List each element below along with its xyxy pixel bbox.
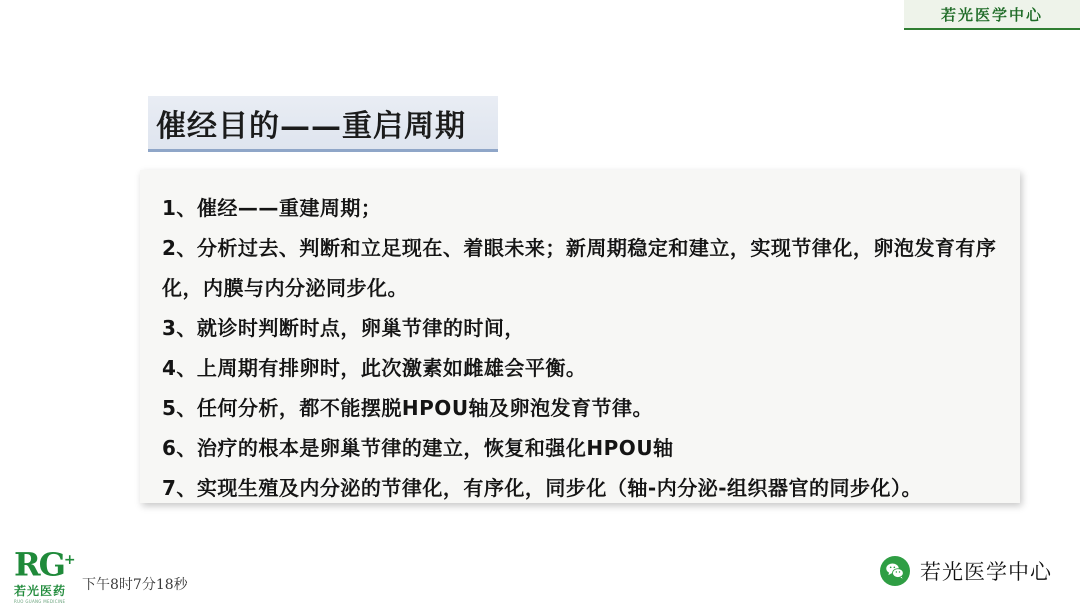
slide-title-banner xyxy=(148,96,498,152)
content-line-5: 5、任何分析，都不能摆脱HPOU轴及卵泡发育节律。 xyxy=(162,396,654,420)
content-line-1: 1、催经——重建周期； xyxy=(162,196,382,220)
wechat-account-line xyxy=(880,556,1052,586)
logo-en-label: RUO GUANG MEDICINE xyxy=(14,598,66,604)
content-line-6: 6、治疗的根本是卵巢节律的建立，恢复和强化HPOU轴 xyxy=(162,436,674,460)
logo-plus-icon: + xyxy=(63,552,74,568)
wechat-account-label: 若光医学中心 xyxy=(920,560,1052,584)
content-panel xyxy=(140,170,1020,503)
logo-mark xyxy=(14,544,92,584)
logo-cn-label: 若光医药 xyxy=(14,583,67,598)
logo-mark-text: RG xyxy=(14,545,64,584)
top-right-watermark-badge xyxy=(904,0,1080,30)
timestamp-overlay: 下午8时7分18秒 xyxy=(82,577,188,593)
brand-logo xyxy=(14,544,92,604)
page-title: 催经目的——重启周期 xyxy=(156,108,466,144)
content-line-2: 2、分析过去、判断和立足现在、着眼未来；新周期稳定和建立，实现节律化，卵泡发育有序化，内膜与内分泌同步化。 xyxy=(162,236,997,300)
content-line-3: 3、就诊时判断时点，卵巢节律的时间， xyxy=(162,316,525,340)
wechat-icon xyxy=(880,556,910,586)
top-badge-label: 若光医学中心 xyxy=(940,5,1043,24)
content-line-7: 7、实现生殖及内分泌的节律化，有序化，同步化（轴-内分泌-组织器官的同步化）。 xyxy=(162,476,923,500)
content-line-4: 4、上周期有排卵时，此次激素如雌雄会平衡。 xyxy=(162,356,587,380)
